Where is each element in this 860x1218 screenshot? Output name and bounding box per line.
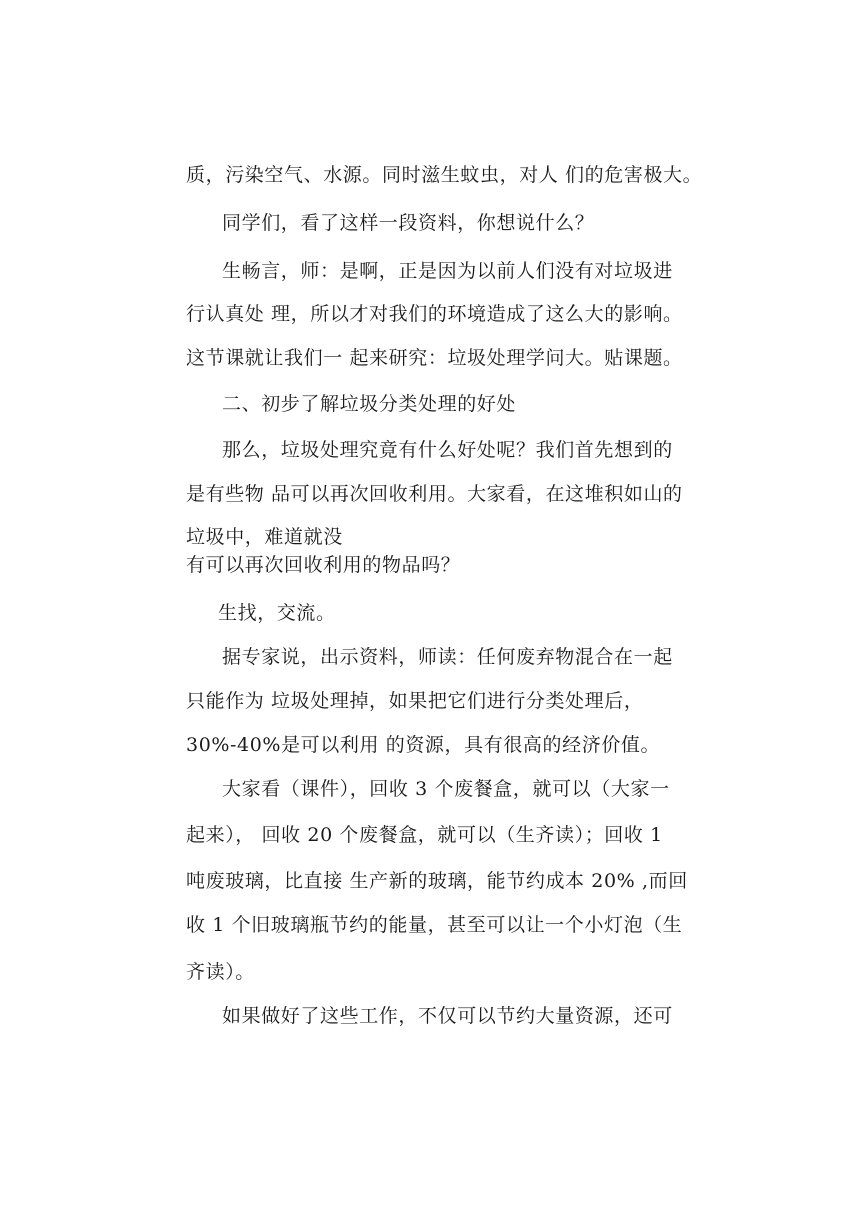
text-line: 生畅言，师：是啊，正是因为以前人们没有对垃圾进 (222, 260, 673, 282)
text-line: 只能作为 垃圾处理掉，如果把它们进行分类处理后， (186, 690, 644, 712)
text-line: 收 1 个旧玻璃瓶节约的能量，甚至可以让一个小灯泡（生 (186, 914, 683, 936)
text-line: 30%-40%是可以利用 的资源，具有很高的经济价值。 (186, 734, 661, 756)
text-line: 吨废玻璃，比直接 生产新的玻璃，能节约成本 20% ,而回 (186, 870, 688, 892)
text-line: 如果做好了这些工作，不仅可以节约大量资源，还可 (222, 1005, 673, 1027)
text-line: 同学们，看了这样一段资料，你想说什么？ (222, 212, 595, 234)
text-line: 质，污染空气、水源。同时滋生蚊虫，对人 们的危害极大。 (186, 164, 703, 186)
text-line: 大家看（课件），回收 3 个废餐盒，就可以（大家一 (222, 778, 670, 800)
text-line: 这节课就让我们一 起来研究：垃圾处理学问大。贴课题。 (186, 347, 683, 369)
text-line: 是有些物 品可以再次回收利用。大家看，在这堆积如山的 (186, 483, 683, 505)
text-line: 齐读）。 (186, 961, 255, 983)
text-line: 行认真处 理，所以才对我们的环境造成了这么大的影响。 (186, 303, 683, 325)
text-line: 生找，交流。 (218, 602, 336, 624)
text-line: 起来）， 回收 20 个废餐盒，就可以（生齐读）；回收 1 (186, 824, 663, 846)
text-line: 那么，垃圾处理究竟有什么好处呢？我们首先想到的 (222, 439, 673, 461)
text-line: 有可以再次回收利用的物品吗？ (186, 554, 461, 576)
section-heading: 二、初步了解垃圾分类处理的好处 (222, 393, 517, 415)
text-line: 据专家说，出示资料，师读：任何废弃物混合在一起 (222, 646, 673, 668)
text-line: 垃圾中，难道就没 (186, 526, 343, 548)
